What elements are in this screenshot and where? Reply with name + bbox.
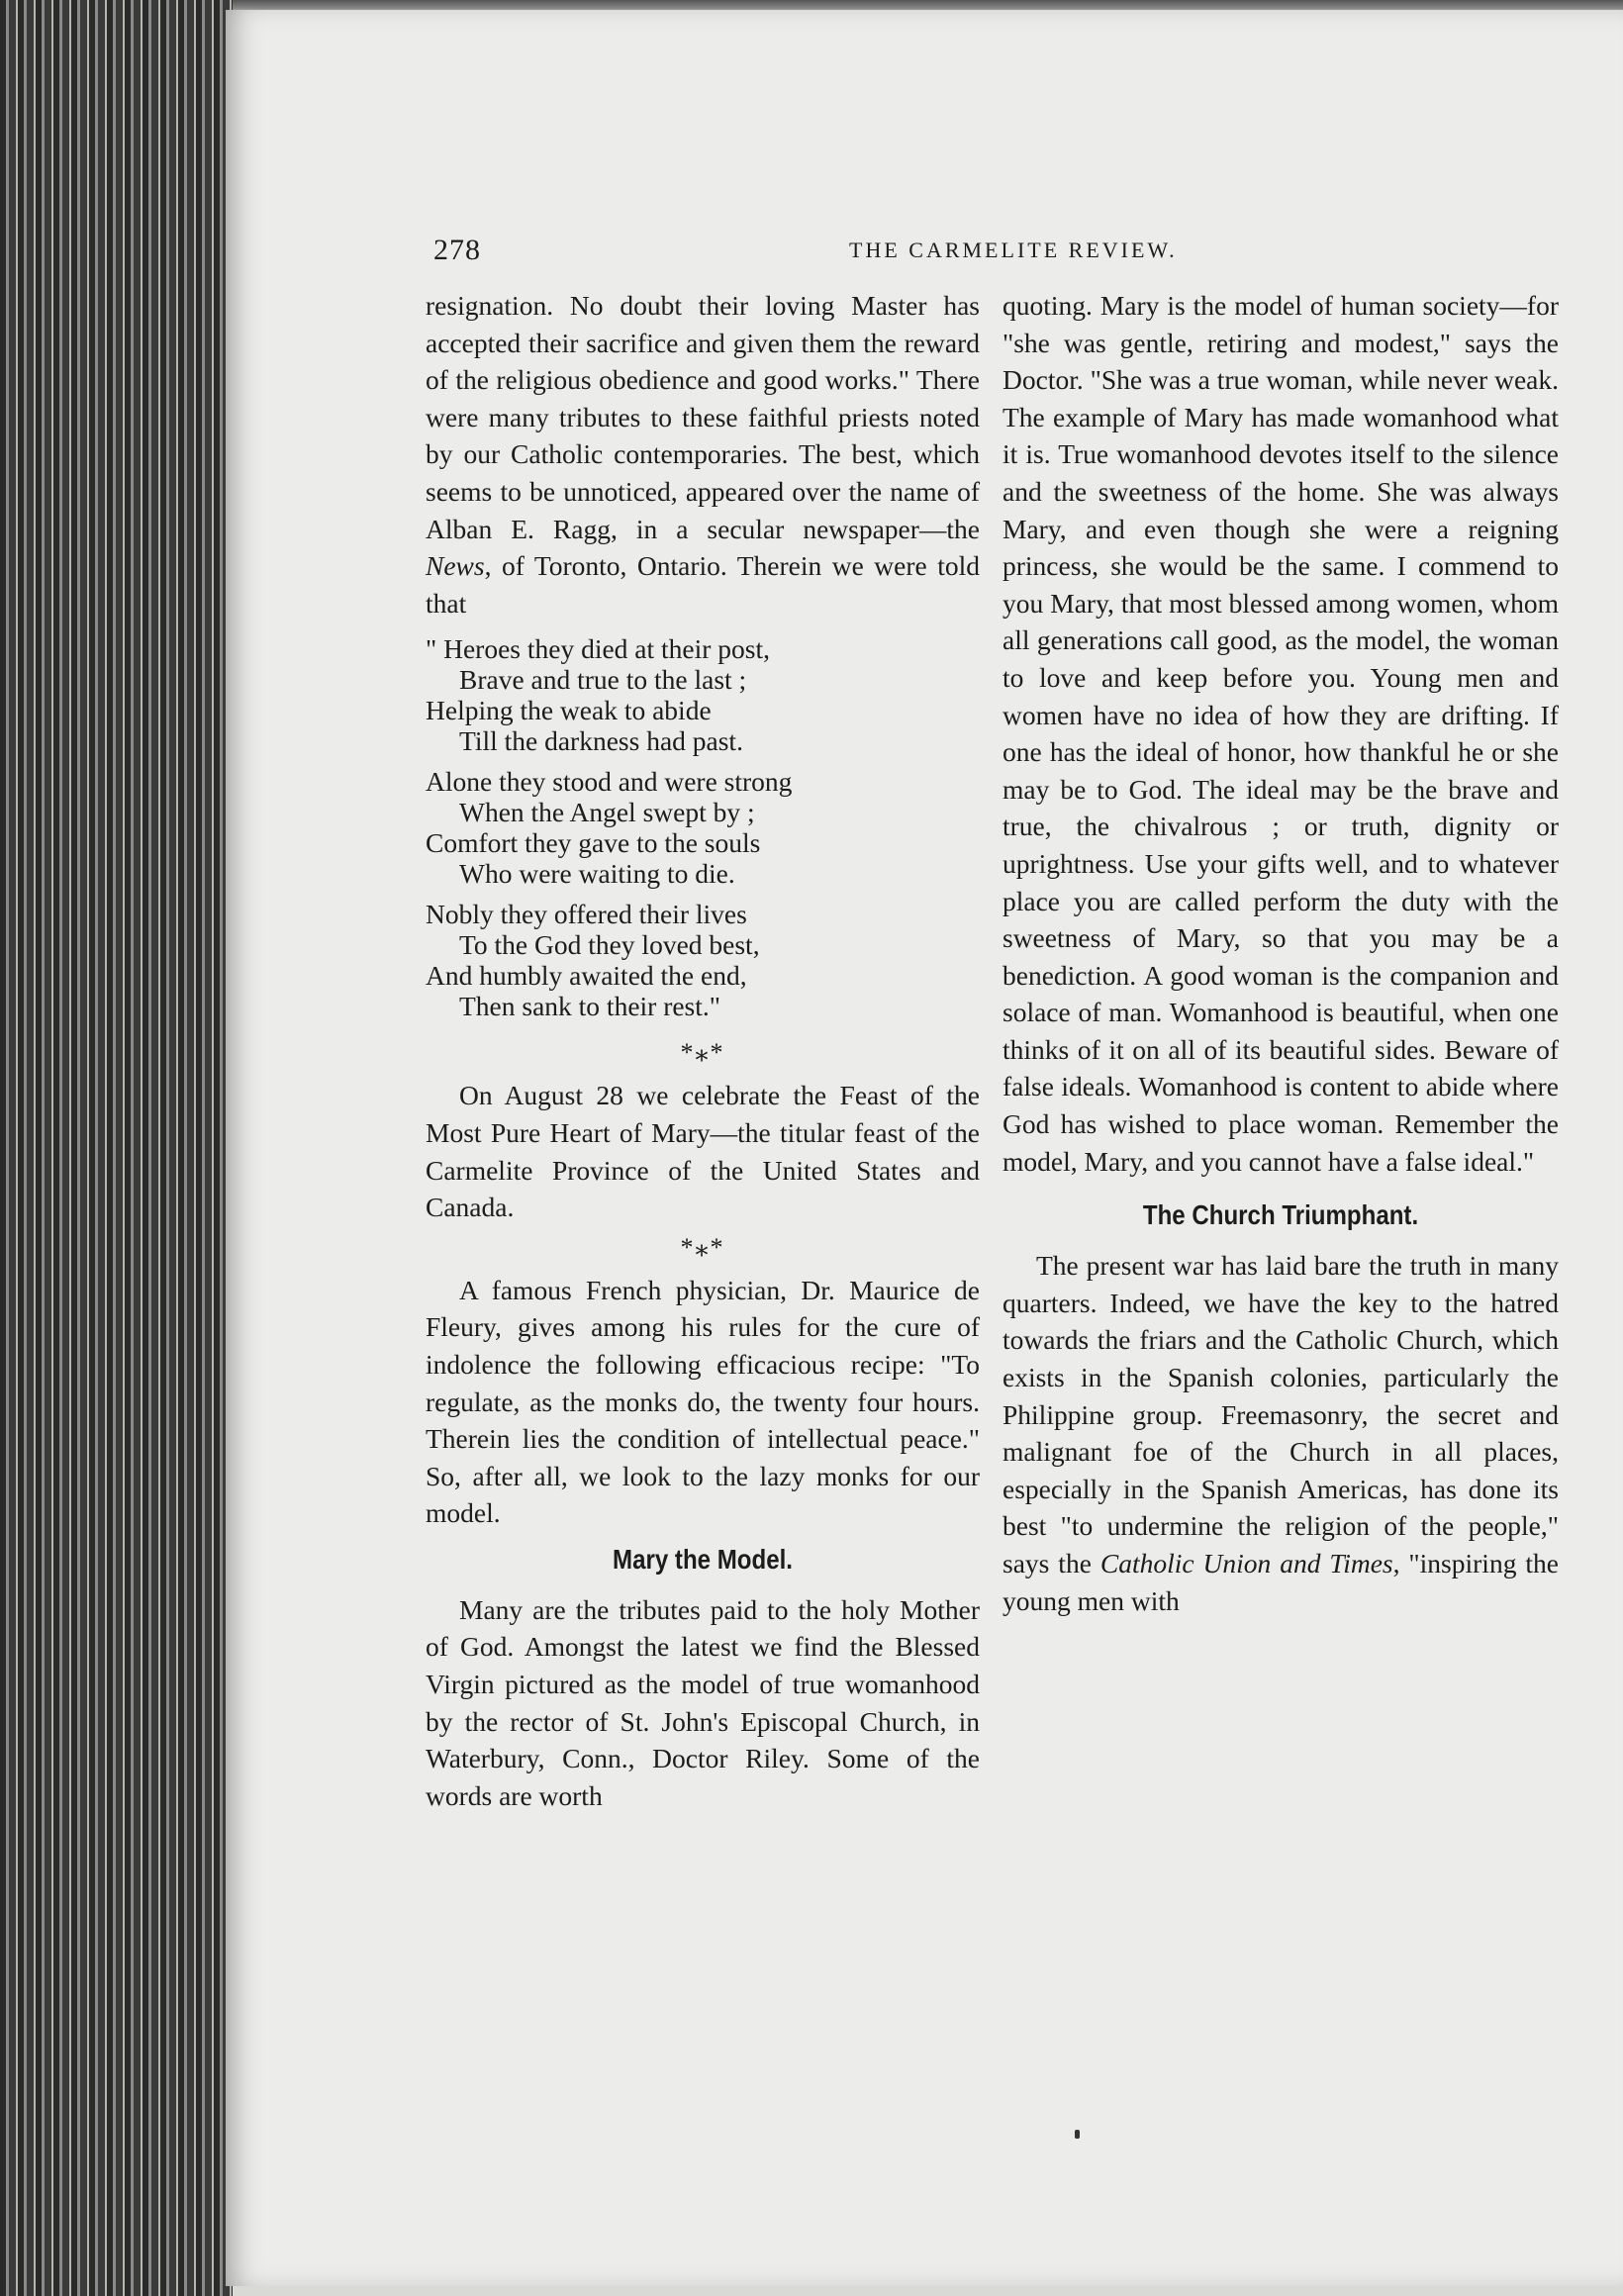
section-heading-church-triumphant: The Church Triumphant. [1142,1199,1419,1231]
book-binding-edge [0,0,233,2296]
paragraph-quoting: quoting. Mary is the model of human society—for "she was gentle, retiring and modest," says the Doctor. "She was a true woman, while never weak. The example of Mary has made womanhood what it is. True womanhood devotes itself to the silence and the sweetness of the home. She was always Mary, and even though she were a reigning princess, she would be the same. I commend to you Mary, that most blessed among women, whom all generations call good, as the model, the woman to love and keep before you. Young men and women have no idea of how they are drifting. If one has the ideal of honor, how thankful he or she may be to God. The ideal may be the brave and true, the chivalrous ; or truth, dignity or uprightness. Use your gifts well, and to whatever place you are called perform the duty with the sweetness of Mary, so that you may be a benediction. A good woman is the companion and solace of man. Womanhood is beautiful, when one thinks of it on all of its beautiful sides. Beware of false ideals. Womanhood is content to abide where God has wished to place woman. Remember the model, Mary, and you cannot have a false ideal." [1002,290,1559,1177]
poem [426,633,980,1021]
poem-line: When the Angel swept by ; [459,797,755,828]
poem-line: Helping the weak to abide [426,695,712,726]
poem-line: To the God they loved best, [459,929,760,961]
newspaper-title: News [426,550,485,582]
poem-stanza-1 [426,633,980,756]
asterism-separator: *⁎* [680,1038,725,1068]
paragraph-feast: On August 28 we celebrate the Feast of the Most Pure Heart of Mary—the titular feast of the Carmelite Province of the United States and Canada. [426,1080,980,1223]
section-heading-mary-the-model: Mary the Model. [613,1543,793,1575]
asterism-separator: *⁎* [680,1232,725,1262]
paragraph-physician: A famous French physician, Dr. Maurice de Fleury, gives among his rules for the cure of indolence the following efficacious recipe: "To regulate, as the monks do, the twenty four hours. Therein lies the condition of intellectual peace." So, after all, we look to the lazy monks for our model. [426,1274,980,1529]
poem-line: Then sank to their rest." [459,991,721,1022]
poem-line: And humbly awaited the end, [426,960,747,992]
poem-line: Nobly they offered their lives [426,899,747,930]
page-number: 278 [433,234,481,266]
ink-speck [1075,2130,1080,2139]
newspaper-title: Catholic Union and Times [1099,1548,1393,1578]
right-column [1002,287,1559,1619]
poem-line: Till the darkness had past. [459,725,743,757]
poem-stanza-3 [426,899,980,1021]
paragraph-tributes: Many are the tributes paid to the holy Mother of God. Amongst the latest we find the Blessed Virgin pictured as the model of true womanhood by the rector of St. John's Episcopal Church, in Waterbury, Conn., Doctor Riley. Some of the words are worth [426,1593,980,1811]
poem-line: " Heroes they died at their post, [426,633,771,665]
page-header [433,234,1562,273]
poem-line: Alone they stood and were strong [426,766,793,798]
paragraph-war: The present war has laid bare the truth in many quarters. Indeed, we have the key to the hatred towards the friars and the Catholic Church, which exists in the Spanish colonies, particularly the Philippine group. Freemasonry, the secret and malignant foe of the Church in all places, especially in the Spanish Americas, has done its best "to undermine the religion of the people," says the Catholic Union and Times, "inspiring the young men with [1002,1250,1559,1616]
poem-line: Comfort they gave to the souls [426,827,761,859]
left-column [426,287,980,1814]
poem-line: Who were waiting to die. [459,858,735,890]
running-head: THE CARMELITE REVIEW. [849,238,1178,262]
poem-line: Brave and true to the last ; [459,664,747,696]
paragraph-resignation: resignation. No doubt their loving Master has accepted their sacrifice and given them the reward of the religious obedience and good works." There were many tributes to these faithful priests noted by our Catholic contemporaries. The best, which seems to be unnoticed, appeared over the name of Alban E. Ragg, in a secular newspaper—the News, of Toronto, Ontario. Therein we were told that [426,290,980,619]
poem-stanza-2 [426,766,980,889]
